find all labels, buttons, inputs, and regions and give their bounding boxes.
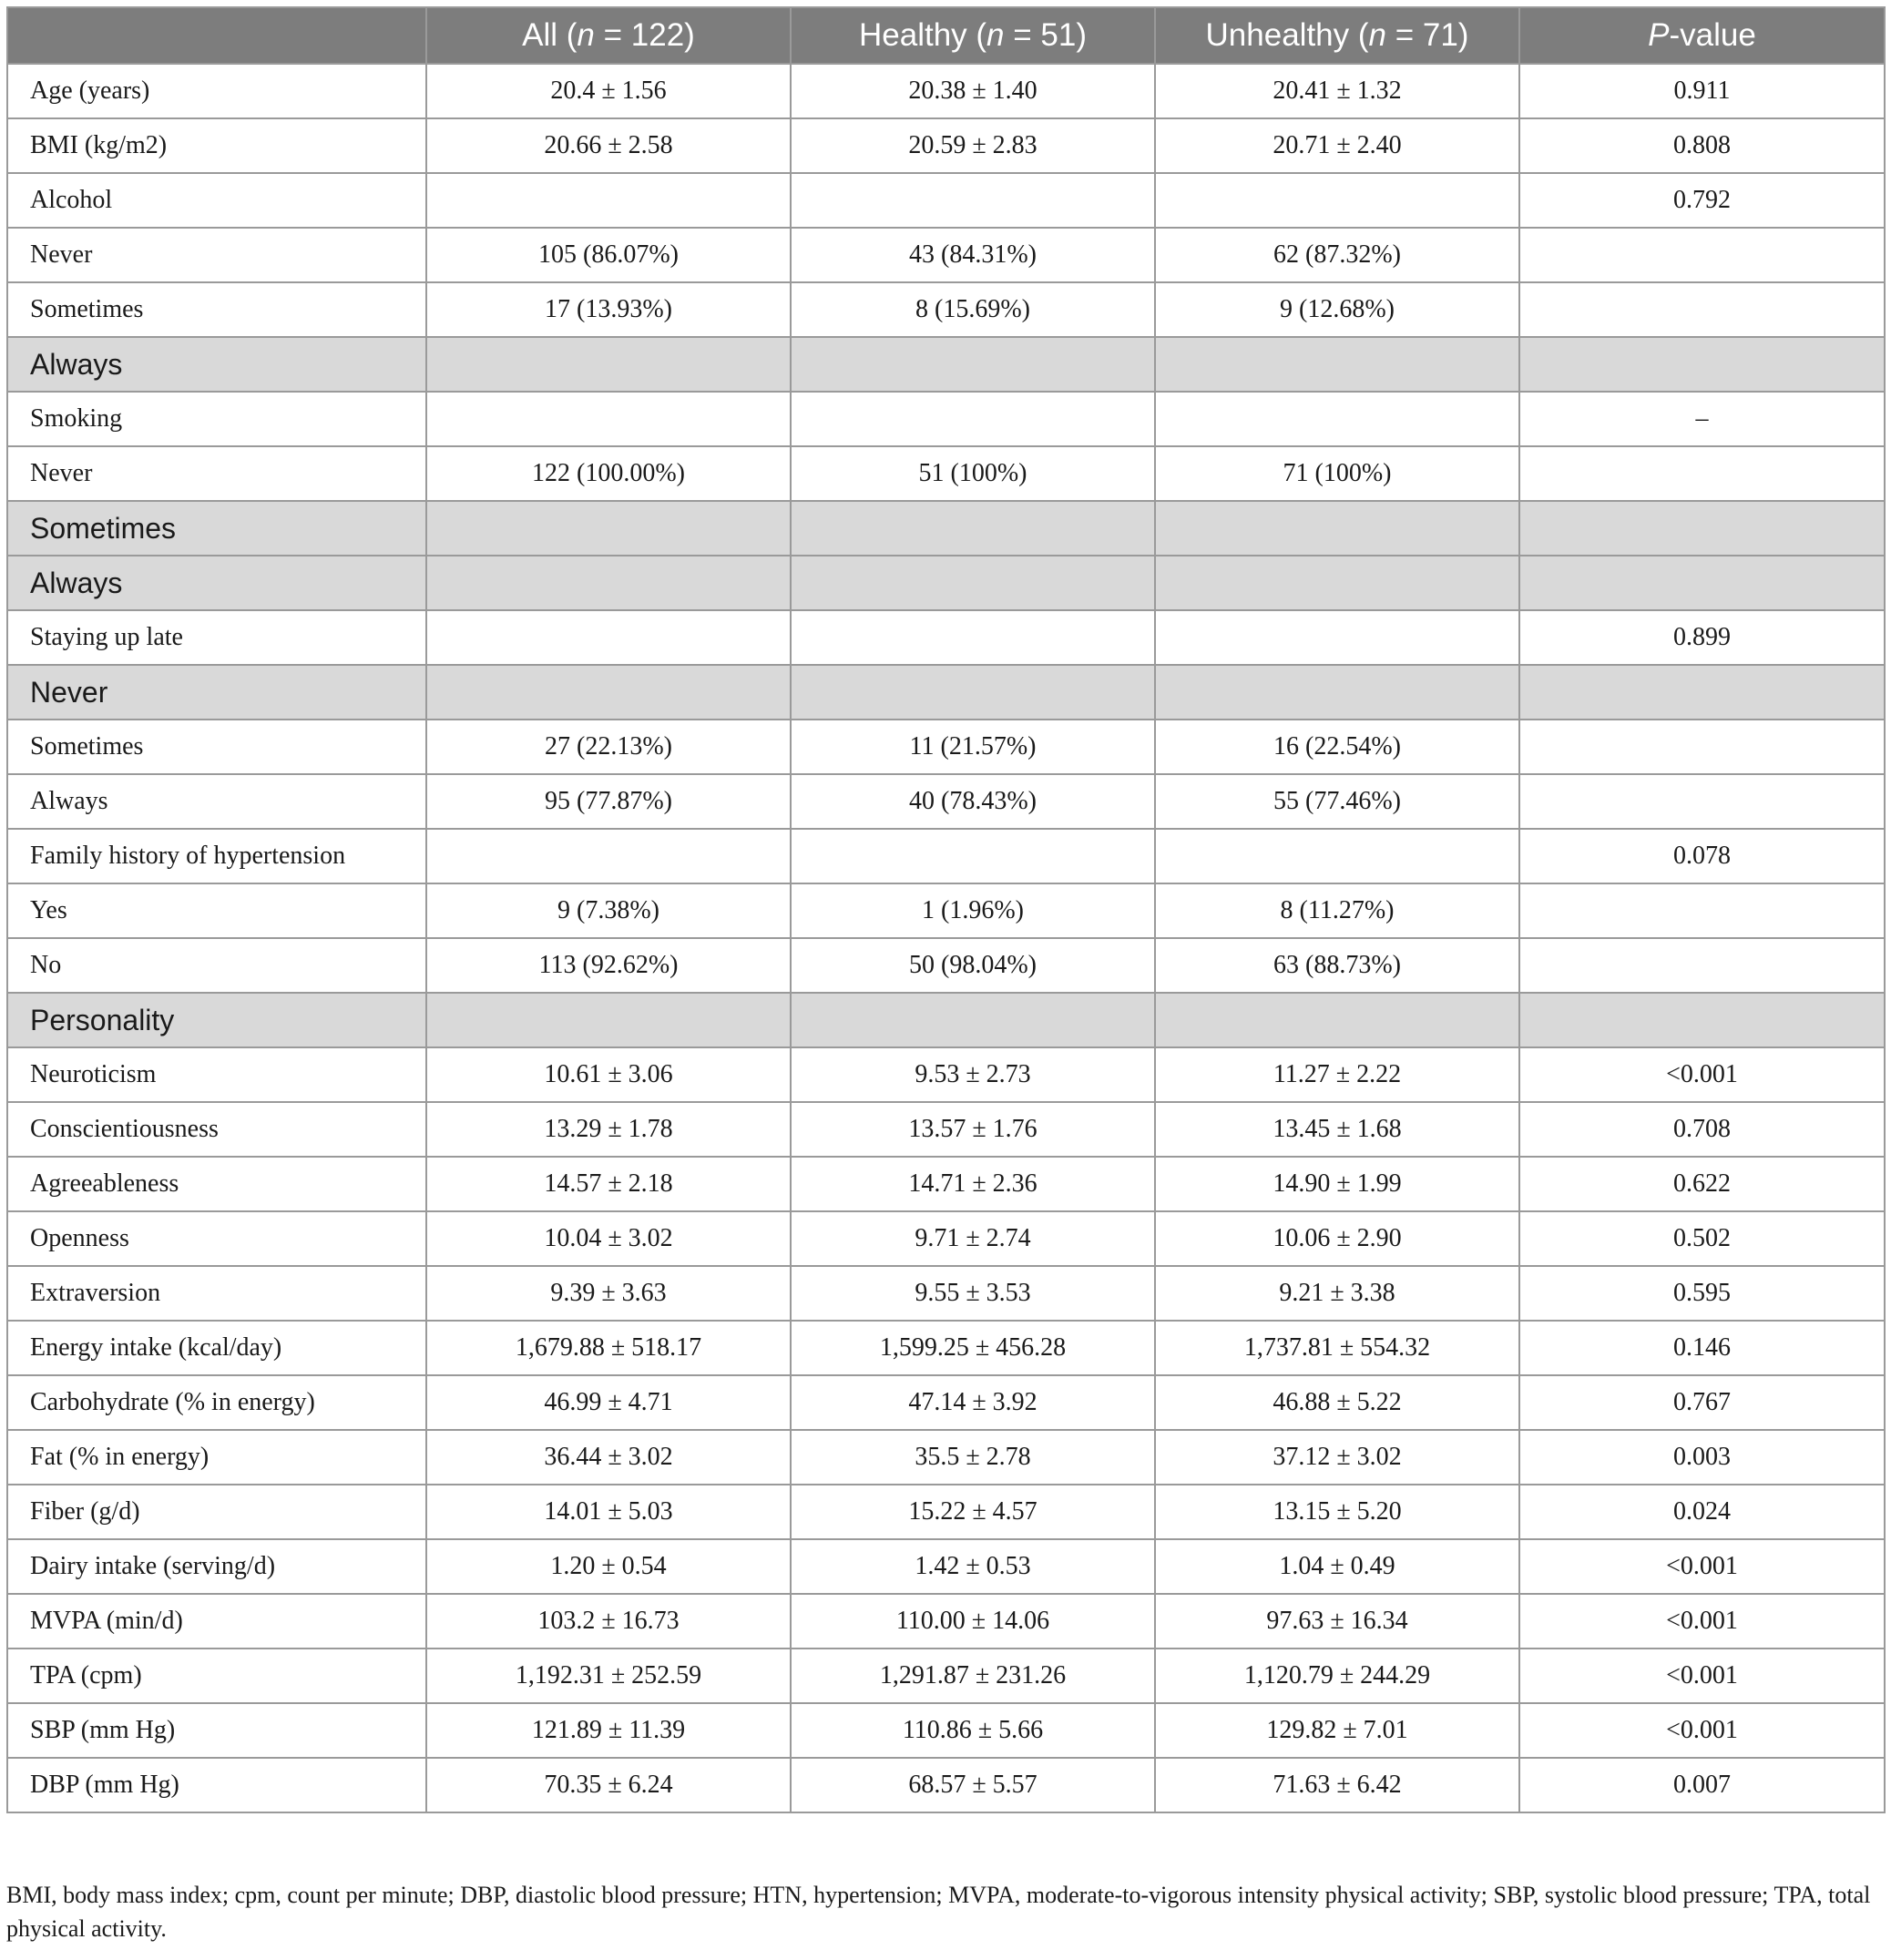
- cell-unhealthy: [1155, 392, 1519, 446]
- cell-healthy: 1,599.25 ± 456.28: [791, 1321, 1155, 1375]
- header-unhealthy: Unhealthy (n = 71): [1155, 7, 1519, 64]
- cell-all: 1.20 ± 0.54: [426, 1539, 791, 1594]
- table-row: [7, 118, 1885, 173]
- cell-all: [426, 501, 791, 556]
- table-row: [7, 1157, 1885, 1211]
- row-label: Always: [7, 337, 426, 392]
- cell-all: [426, 337, 791, 392]
- cell-healthy: [791, 337, 1155, 392]
- table-row: [7, 1539, 1885, 1594]
- cell-p-value: 0.024: [1519, 1485, 1885, 1539]
- table-row: [7, 1758, 1885, 1812]
- table-row: [7, 228, 1885, 282]
- row-label: DBP (mm Hg): [7, 1758, 426, 1812]
- cell-all: 1,192.31 ± 252.59: [426, 1649, 791, 1703]
- table-row: [7, 720, 1885, 774]
- cell-unhealthy: 20.71 ± 2.40: [1155, 118, 1519, 173]
- row-label: Personality: [7, 993, 426, 1047]
- cell-healthy: 15.22 ± 4.57: [791, 1485, 1155, 1539]
- cell-unhealthy: 55 (77.46%): [1155, 774, 1519, 829]
- table-row: [7, 1047, 1885, 1102]
- cell-all: 103.2 ± 16.73: [426, 1594, 791, 1649]
- cell-all: 27 (22.13%): [426, 720, 791, 774]
- cell-unhealthy: 129.82 ± 7.01: [1155, 1703, 1519, 1758]
- cell-p-value: 0.078: [1519, 829, 1885, 883]
- cell-p-value: 0.899: [1519, 610, 1885, 665]
- cell-healthy: 1 (1.96%): [791, 883, 1155, 938]
- cell-healthy: 9.53 ± 2.73: [791, 1047, 1155, 1102]
- cell-p-value: 0.808: [1519, 118, 1885, 173]
- cell-all: 17 (13.93%): [426, 282, 791, 337]
- row-label: BMI (kg/m2): [7, 118, 426, 173]
- cell-p-value: 0.622: [1519, 1157, 1885, 1211]
- cell-unhealthy: [1155, 556, 1519, 610]
- cell-p-value: –: [1519, 392, 1885, 446]
- table-row: [7, 446, 1885, 501]
- cell-healthy: 9.55 ± 3.53: [791, 1266, 1155, 1321]
- cell-unhealthy: 13.45 ± 1.68: [1155, 1102, 1519, 1157]
- cell-unhealthy: [1155, 501, 1519, 556]
- cell-healthy: [791, 665, 1155, 720]
- cell-all: [426, 173, 791, 228]
- header-all: All (n = 122): [426, 7, 791, 64]
- cell-all: 36.44 ± 3.02: [426, 1430, 791, 1485]
- cell-unhealthy: [1155, 173, 1519, 228]
- table-row: [7, 1102, 1885, 1157]
- cell-unhealthy: [1155, 610, 1519, 665]
- header-label-column: [7, 7, 426, 64]
- row-label: Conscientiousness: [7, 1102, 426, 1157]
- row-label: Agreeableness: [7, 1157, 426, 1211]
- cell-p-value: 0.146: [1519, 1321, 1885, 1375]
- cell-unhealthy: 20.41 ± 1.32: [1155, 64, 1519, 118]
- table-row: [7, 1430, 1885, 1485]
- cell-healthy: 47.14 ± 3.92: [791, 1375, 1155, 1430]
- cell-p-value: [1519, 938, 1885, 993]
- cell-p-value: [1519, 282, 1885, 337]
- cell-healthy: [791, 392, 1155, 446]
- cell-unhealthy: 97.63 ± 16.34: [1155, 1594, 1519, 1649]
- cell-p-value: 0.595: [1519, 1266, 1885, 1321]
- cell-unhealthy: 14.90 ± 1.99: [1155, 1157, 1519, 1211]
- cell-healthy: 68.57 ± 5.57: [791, 1758, 1155, 1812]
- cell-healthy: 50 (98.04%): [791, 938, 1155, 993]
- row-label: Sometimes: [7, 720, 426, 774]
- cell-unhealthy: 71.63 ± 6.42: [1155, 1758, 1519, 1812]
- section-row: [7, 501, 1885, 556]
- cell-all: [426, 556, 791, 610]
- table-row: [7, 1703, 1885, 1758]
- cell-p-value: <0.001: [1519, 1703, 1885, 1758]
- cell-healthy: [791, 610, 1155, 665]
- cell-all: [426, 993, 791, 1047]
- cell-all: 10.04 ± 3.02: [426, 1211, 791, 1266]
- table-row: [7, 1594, 1885, 1649]
- cell-all: 1,679.88 ± 518.17: [426, 1321, 791, 1375]
- cell-p-value: 0.767: [1519, 1375, 1885, 1430]
- characteristics-table: [6, 6, 1886, 1813]
- row-label: Staying up late: [7, 610, 426, 665]
- table-row: [7, 282, 1885, 337]
- cell-healthy: [791, 501, 1155, 556]
- row-label: Always: [7, 774, 426, 829]
- cell-all: 121.89 ± 11.39: [426, 1703, 791, 1758]
- cell-healthy: 40 (78.43%): [791, 774, 1155, 829]
- cell-p-value: [1519, 774, 1885, 829]
- cell-unhealthy: 1,120.79 ± 244.29: [1155, 1649, 1519, 1703]
- cell-all: 20.4 ± 1.56: [426, 64, 791, 118]
- table-container: [6, 6, 1884, 1813]
- cell-unhealthy: 71 (100%): [1155, 446, 1519, 501]
- row-label: Fiber (g/d): [7, 1485, 426, 1539]
- cell-healthy: 20.38 ± 1.40: [791, 64, 1155, 118]
- table-row: [7, 1485, 1885, 1539]
- cell-p-value: [1519, 993, 1885, 1047]
- cell-p-value: <0.001: [1519, 1047, 1885, 1102]
- row-label: Alcohol: [7, 173, 426, 228]
- header-row: [7, 7, 1885, 64]
- cell-all: 113 (92.62%): [426, 938, 791, 993]
- row-label: Yes: [7, 883, 426, 938]
- cell-unhealthy: 1,737.81 ± 554.32: [1155, 1321, 1519, 1375]
- cell-all: 9 (7.38%): [426, 883, 791, 938]
- cell-p-value: 0.792: [1519, 173, 1885, 228]
- cell-healthy: 14.71 ± 2.36: [791, 1157, 1155, 1211]
- cell-healthy: 43 (84.31%): [791, 228, 1155, 282]
- row-label: Always: [7, 556, 426, 610]
- row-label: Carbohydrate (% in energy): [7, 1375, 426, 1430]
- cell-unhealthy: 37.12 ± 3.02: [1155, 1430, 1519, 1485]
- cell-healthy: 20.59 ± 2.83: [791, 118, 1155, 173]
- cell-healthy: 13.57 ± 1.76: [791, 1102, 1155, 1157]
- row-label: MVPA (min/d): [7, 1594, 426, 1649]
- cell-healthy: 11 (21.57%): [791, 720, 1155, 774]
- cell-healthy: 110.86 ± 5.66: [791, 1703, 1155, 1758]
- cell-all: 10.61 ± 3.06: [426, 1047, 791, 1102]
- cell-p-value: 0.003: [1519, 1430, 1885, 1485]
- row-label: Age (years): [7, 64, 426, 118]
- row-label: Extraversion: [7, 1266, 426, 1321]
- row-label: Neuroticism: [7, 1047, 426, 1102]
- cell-p-value: [1519, 883, 1885, 938]
- row-label: Sometimes: [7, 501, 426, 556]
- footnote: BMI, body mass index; cpm, count per minute; DBP, diastolic blood pressure; HTN, hypertension; MVPA, moderate-to-vigorous intensity physical activity; SBP, systolic blood pressure; TPA, total physical activity.: [6, 1882, 1871, 1942]
- table-row: [7, 64, 1885, 118]
- cell-healthy: 8 (15.69%): [791, 282, 1155, 337]
- cell-all: 14.01 ± 5.03: [426, 1485, 791, 1539]
- cell-p-value: 0.007: [1519, 1758, 1885, 1812]
- table-row: [7, 1649, 1885, 1703]
- cell-p-value: [1519, 501, 1885, 556]
- table-row: [7, 883, 1885, 938]
- cell-unhealthy: [1155, 337, 1519, 392]
- table-row: [7, 1266, 1885, 1321]
- table-row: [7, 829, 1885, 883]
- cell-p-value: <0.001: [1519, 1594, 1885, 1649]
- cell-healthy: 1.42 ± 0.53: [791, 1539, 1155, 1594]
- cell-unhealthy: 62 (87.32%): [1155, 228, 1519, 282]
- table-row: [7, 1211, 1885, 1266]
- cell-all: [426, 665, 791, 720]
- row-label: Smoking: [7, 392, 426, 446]
- table-body: [7, 64, 1885, 1812]
- row-label: Never: [7, 228, 426, 282]
- cell-unhealthy: [1155, 829, 1519, 883]
- cell-healthy: [791, 556, 1155, 610]
- cell-all: 70.35 ± 6.24: [426, 1758, 791, 1812]
- table-row: [7, 173, 1885, 228]
- row-label: SBP (mm Hg): [7, 1703, 426, 1758]
- row-label: Fat (% in energy): [7, 1430, 426, 1485]
- cell-all: 20.66 ± 2.58: [426, 118, 791, 173]
- cell-p-value: <0.001: [1519, 1539, 1885, 1594]
- cell-p-value: 0.708: [1519, 1102, 1885, 1157]
- cell-healthy: 110.00 ± 14.06: [791, 1594, 1155, 1649]
- cell-unhealthy: [1155, 665, 1519, 720]
- cell-unhealthy: 9 (12.68%): [1155, 282, 1519, 337]
- cell-healthy: [791, 829, 1155, 883]
- cell-unhealthy: 11.27 ± 2.22: [1155, 1047, 1519, 1102]
- cell-healthy: 1,291.87 ± 231.26: [791, 1649, 1155, 1703]
- cell-healthy: [791, 993, 1155, 1047]
- cell-p-value: [1519, 665, 1885, 720]
- cell-p-value: 0.911: [1519, 64, 1885, 118]
- cell-p-value: [1519, 556, 1885, 610]
- cell-unhealthy: 46.88 ± 5.22: [1155, 1375, 1519, 1430]
- cell-unhealthy: 10.06 ± 2.90: [1155, 1211, 1519, 1266]
- section-row: [7, 993, 1885, 1047]
- cell-p-value: [1519, 228, 1885, 282]
- cell-all: 95 (77.87%): [426, 774, 791, 829]
- row-label: Sometimes: [7, 282, 426, 337]
- table-row: [7, 610, 1885, 665]
- row-label: Never: [7, 446, 426, 501]
- header-healthy: Healthy (n = 51): [791, 7, 1155, 64]
- table-row: [7, 938, 1885, 993]
- row-label: Energy intake (kcal/day): [7, 1321, 426, 1375]
- section-row: [7, 556, 1885, 610]
- table-row: [7, 392, 1885, 446]
- cell-all: [426, 829, 791, 883]
- cell-unhealthy: 63 (88.73%): [1155, 938, 1519, 993]
- table-row: [7, 1321, 1885, 1375]
- cell-unhealthy: 9.21 ± 3.38: [1155, 1266, 1519, 1321]
- cell-unhealthy: 13.15 ± 5.20: [1155, 1485, 1519, 1539]
- row-label: Dairy intake (serving/d): [7, 1539, 426, 1594]
- table-row: [7, 1375, 1885, 1430]
- cell-unhealthy: 8 (11.27%): [1155, 883, 1519, 938]
- row-label: Never: [7, 665, 426, 720]
- cell-all: [426, 392, 791, 446]
- cell-p-value: [1519, 720, 1885, 774]
- cell-all: 122 (100.00%): [426, 446, 791, 501]
- section-row: [7, 665, 1885, 720]
- cell-p-value: [1519, 337, 1885, 392]
- cell-all: 9.39 ± 3.63: [426, 1266, 791, 1321]
- cell-all: 14.57 ± 2.18: [426, 1157, 791, 1211]
- row-label: TPA (cpm): [7, 1649, 426, 1703]
- cell-healthy: [791, 173, 1155, 228]
- cell-all: [426, 610, 791, 665]
- cell-unhealthy: 1.04 ± 0.49: [1155, 1539, 1519, 1594]
- table-row: [7, 774, 1885, 829]
- cell-healthy: 51 (100%): [791, 446, 1155, 501]
- cell-p-value: 0.502: [1519, 1211, 1885, 1266]
- cell-all: 105 (86.07%): [426, 228, 791, 282]
- cell-healthy: 9.71 ± 2.74: [791, 1211, 1155, 1266]
- header-p-value: P-value: [1519, 7, 1885, 64]
- cell-p-value: [1519, 446, 1885, 501]
- cell-p-value: <0.001: [1519, 1649, 1885, 1703]
- cell-healthy: 35.5 ± 2.78: [791, 1430, 1155, 1485]
- section-row: [7, 337, 1885, 392]
- cell-all: 13.29 ± 1.78: [426, 1102, 791, 1157]
- cell-all: 46.99 ± 4.71: [426, 1375, 791, 1430]
- row-label: No: [7, 938, 426, 993]
- row-label: Openness: [7, 1211, 426, 1266]
- row-label: Family history of hypertension: [7, 829, 426, 883]
- cell-unhealthy: 16 (22.54%): [1155, 720, 1519, 774]
- cell-unhealthy: [1155, 993, 1519, 1047]
